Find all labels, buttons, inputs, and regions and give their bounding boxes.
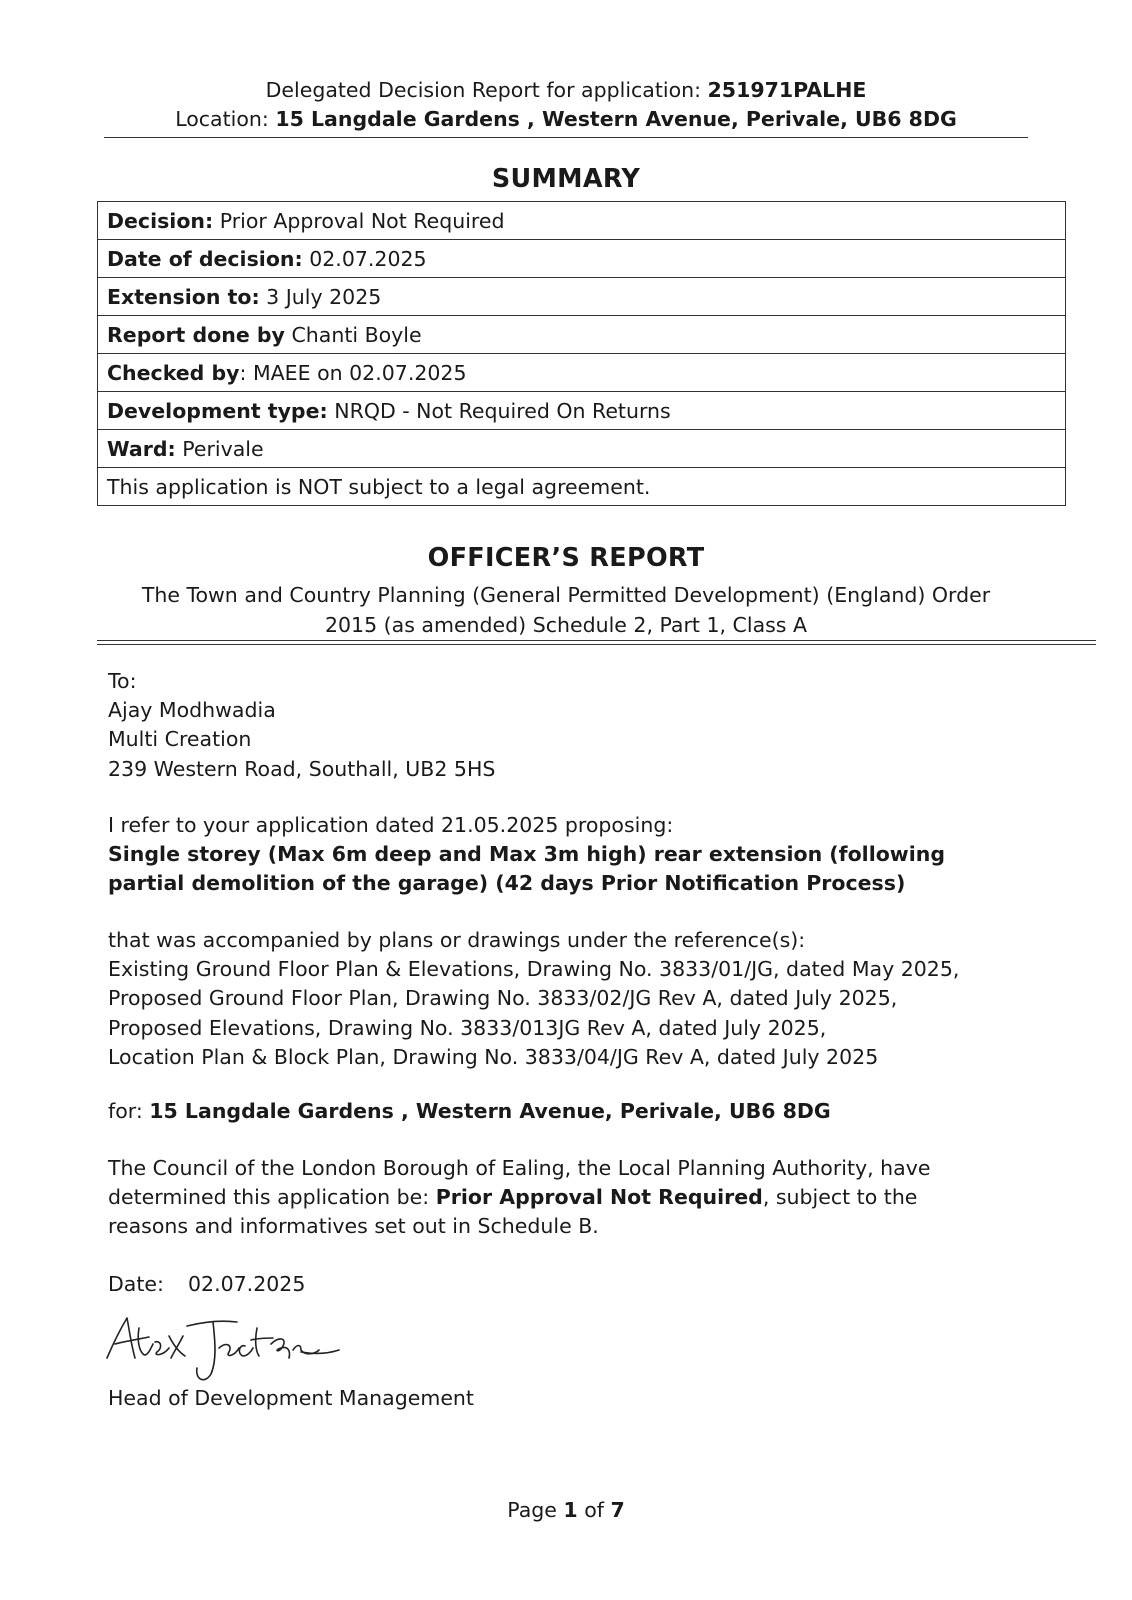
summary-row-ward — [98, 430, 1066, 468]
planning-order-text — [0, 580, 1132, 640]
summary-label: Checked by — [107, 360, 240, 385]
summary-row-legal — [98, 468, 1066, 506]
role-title: Head of Development Management — [108, 1386, 474, 1410]
proposal-text: Single storey (Max 6m deep and Max 3m high) rear extension (following — [108, 842, 946, 867]
plans-list — [108, 926, 1068, 1072]
summary-label: Ward: — [107, 436, 176, 461]
summary-label: Report done by — [107, 322, 285, 347]
page-label: Page — [507, 1498, 564, 1522]
determination-line: reasons and informatives set out in Schedule B. — [108, 1214, 599, 1239]
recipient-company: Multi Creation — [108, 727, 252, 752]
to-label: To: — [108, 669, 137, 693]
plan-item: Proposed Elevations, Drawing No. 3833/013JG Rev A, dated July 2025, — [108, 1015, 827, 1040]
for-address-line — [108, 1097, 1068, 1126]
application-label: Delegated Decision Report for application: — [265, 78, 708, 102]
summary-row-report-by — [98, 316, 1066, 354]
application-intro: I refer to your application dated 21.05.2025 proposing: — [108, 813, 674, 837]
date-value: 02.07.2025 — [188, 1272, 306, 1296]
header-location-line — [0, 105, 1132, 134]
summary-row-checked-by — [98, 354, 1066, 392]
page-total: 7 — [610, 1498, 625, 1522]
page-indicator — [0, 1498, 1132, 1522]
summary-value: Prior Approval Not Required — [213, 208, 505, 233]
signatory-role — [108, 1384, 1068, 1413]
summary-value: 02.07.2025 — [302, 246, 427, 271]
summary-title: SUMMARY — [491, 164, 641, 194]
plan-item: Existing Ground Floor Plan & Elevations, Drawing No. 3833/01/JG, dated May 2025, — [108, 957, 960, 982]
plan-item: Proposed Ground Floor Plan, Drawing No. 3833/02/JG Rev A, dated July 2025, — [108, 986, 898, 1011]
for-address: 15 Langdale Gardens , Western Avenue, Perivale, UB6 8DG — [149, 1099, 831, 1123]
recipient-address: 239 Western Road, Southall, UB2 5HS — [108, 756, 496, 781]
determination-line: The Council of the London Borough of Ealing, the Local Planning Authority, have — [108, 1156, 931, 1180]
summary-value: 3 July 2025 — [259, 284, 382, 309]
location-value: 15 Langdale Gardens , Western Avenue, Perivale, UB6 8DG — [275, 107, 957, 131]
plans-intro: that was accompanied by plans or drawings under the reference(s): — [108, 928, 806, 952]
summary-value: Chanti Boyle — [284, 322, 422, 347]
summary-label: Decision: — [107, 208, 214, 233]
officer-report-title: OFFICER’S REPORT — [427, 543, 705, 573]
recipient-block — [108, 667, 1068, 784]
summary-label: Development type: — [107, 398, 328, 423]
summary-label: Extension to: — [107, 284, 260, 309]
summary-table — [97, 201, 1066, 506]
application-proposal — [108, 811, 1068, 899]
determination-suffix: , subject to the — [762, 1185, 918, 1210]
summary-value: : MAEE on 02.07.2025 — [239, 360, 467, 385]
header-application-line — [0, 76, 1132, 105]
summary-label: Date of decision: — [107, 246, 303, 271]
plan-item: Location Plan & Block Plan, Drawing No. 3833/04/JG Rev A, dated July 2025 — [108, 1044, 879, 1069]
location-label: Location: — [175, 107, 276, 131]
proposal-text: partial demolition of the garage) (42 days Prior Notification Process) — [108, 871, 906, 896]
page-number: 1 — [563, 1498, 578, 1522]
signoff-date — [108, 1270, 1068, 1299]
date-label: Date: — [108, 1272, 164, 1296]
summary-value: Perivale — [175, 436, 264, 461]
summary-row-extension — [98, 278, 1066, 316]
summary-row-date — [98, 240, 1066, 278]
for-label: for: — [108, 1099, 150, 1123]
signature-image — [105, 1314, 345, 1384]
summary-value: NRQD - Not Required On Returns — [327, 398, 671, 423]
recipient-name: Ajay Modhwadia — [108, 698, 276, 723]
report-header — [0, 76, 1132, 134]
determination-text — [108, 1154, 1068, 1242]
determination-prefix: determined this application be: — [108, 1185, 436, 1210]
header-divider — [104, 137, 1028, 138]
application-reference: 251971PALHE — [707, 78, 867, 102]
page-of: of — [577, 1498, 611, 1522]
order-line: The Town and Country Planning (General Permitted Development) (England) Order — [141, 583, 991, 607]
legal-note: This application is NOT subject to a legal agreement. — [98, 468, 1066, 506]
summary-row-development-type — [98, 392, 1066, 430]
double-divider — [97, 640, 1096, 645]
summary-row-decision — [98, 202, 1066, 240]
determination-decision: Prior Approval Not Required — [435, 1185, 763, 1210]
order-line: 2015 (as amended) Schedule 2, Part 1, Class A — [324, 613, 808, 637]
